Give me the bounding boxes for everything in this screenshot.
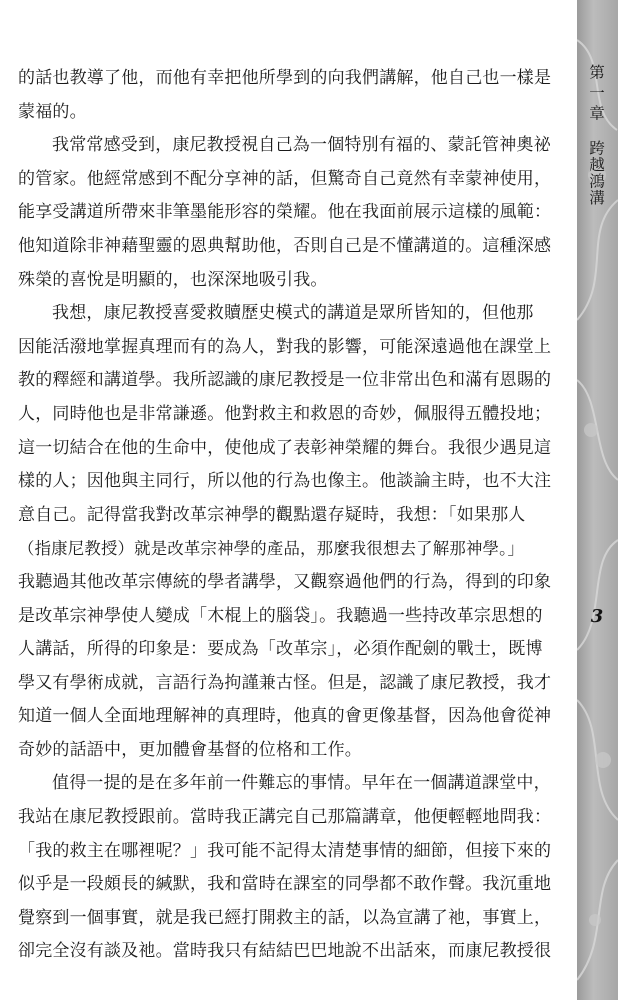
text-line: 殊榮的喜悅是明顯的，也深深地吸引我。 [18, 269, 328, 290]
text-line: 蒙福的。 [18, 101, 87, 122]
text-line: 教的釋經和講道學。我所認識的康尼教授是一位非常出色和滿有恩賜的 [18, 370, 552, 391]
text-line: 學又有學術成就，言語行為拘謹兼古怪。但是，認識了康尼教授，我才 [18, 672, 552, 693]
text-line: 意自己。記得當我對改革宗神學的觀點還存疑時，我想：「如果那人 [18, 504, 526, 525]
text-line: 樣的人；因他與主同行，所以他的行為也像主。他談論主時，也不大注 [18, 471, 552, 492]
text-line: 奇妙的話語中，更加體會基督的位格和工作。 [18, 739, 362, 760]
text-line: 人講話，所得的印象是：要成為「改革宗」，必須作配劍的戰士，既博 [18, 639, 543, 660]
chapter-label: 第一章 [587, 64, 605, 126]
text-line: 因能活潑地掌握真理而有的為人，對我的影響，可能深遠過他在課堂上 [18, 336, 552, 357]
text-line: 我站在康尼教授跟前。當時我正講完自己那篇講章，他便輕輕地問我： [18, 807, 552, 828]
text-line: 卻完全沒有談及祂。當時我只有結結巴巴地說不出話來，而康尼教授很 [18, 941, 552, 962]
text-line: 能享受講道所帶來非筆墨能形容的榮耀。他在我面前展示這樣的風範： [18, 202, 552, 223]
body-text [18, 62, 558, 969]
text-line: 的話也教導了他，而他有幸把他所學到的向我們講解，他自己也一樣是 [18, 68, 552, 88]
text-line: 似乎是一段頗長的緘默，我和當時在課室的同學都不敢作聲。我沉重地 [18, 874, 552, 895]
text-line: （指康尼教授）就是改革宗神學的產品，那麼我很想去了解那神學。」 [18, 539, 525, 559]
text-line: 人，同時他也是非常謙遜。他對救主和救恩的奇妙，佩服得五體投地； [18, 403, 552, 424]
text-line: 「我的救主在哪裡呢？」我可能不記得太清楚事情的細節，但接下來的 [18, 840, 552, 861]
text-line: 值得一提的是在多年前一件難忘的事情。早年在一個講道課堂中， [52, 773, 551, 794]
text-line: 是改革宗神學使人變成「木棍上的腦袋」。我聽過一些持改革宗思想的 [18, 605, 543, 626]
text-line: 我常常感受到，康尼教授視自己為一個特別有福的、蒙託管神奧祕 [52, 135, 551, 156]
text-line: 的管家。他經常感到不配分享神的話，但驚奇自己竟然有幸蒙神使用， [18, 168, 552, 189]
text-line: 覺察到一個事實，就是我已經打開救主的話，以為宣講了祂，事實上， [18, 907, 552, 928]
text-line: 我聽過其他改革宗傳統的學者講學，又觀察過他們的行為，得到的印象 [18, 571, 552, 592]
text-line: 這一切結合在他的生命中，使他成了表彰神榮耀的舞台。我很少遇見這 [18, 437, 552, 458]
page-number: 3 [590, 606, 604, 627]
text-line: 知道一個人全面地理解神的真理時，他真的會更像基督，因為他會從神 [18, 706, 552, 727]
text-line: 我想，康尼教授喜愛救贖歷史模式的講道是眾所皆知的，但他那 [52, 303, 534, 324]
text-line: 他知道除非神藉聖靈的恩典幫助他，否則自己是不懂講道的。這種深感 [18, 235, 552, 256]
chapter-title: 跨越鴻溝 [587, 140, 605, 206]
